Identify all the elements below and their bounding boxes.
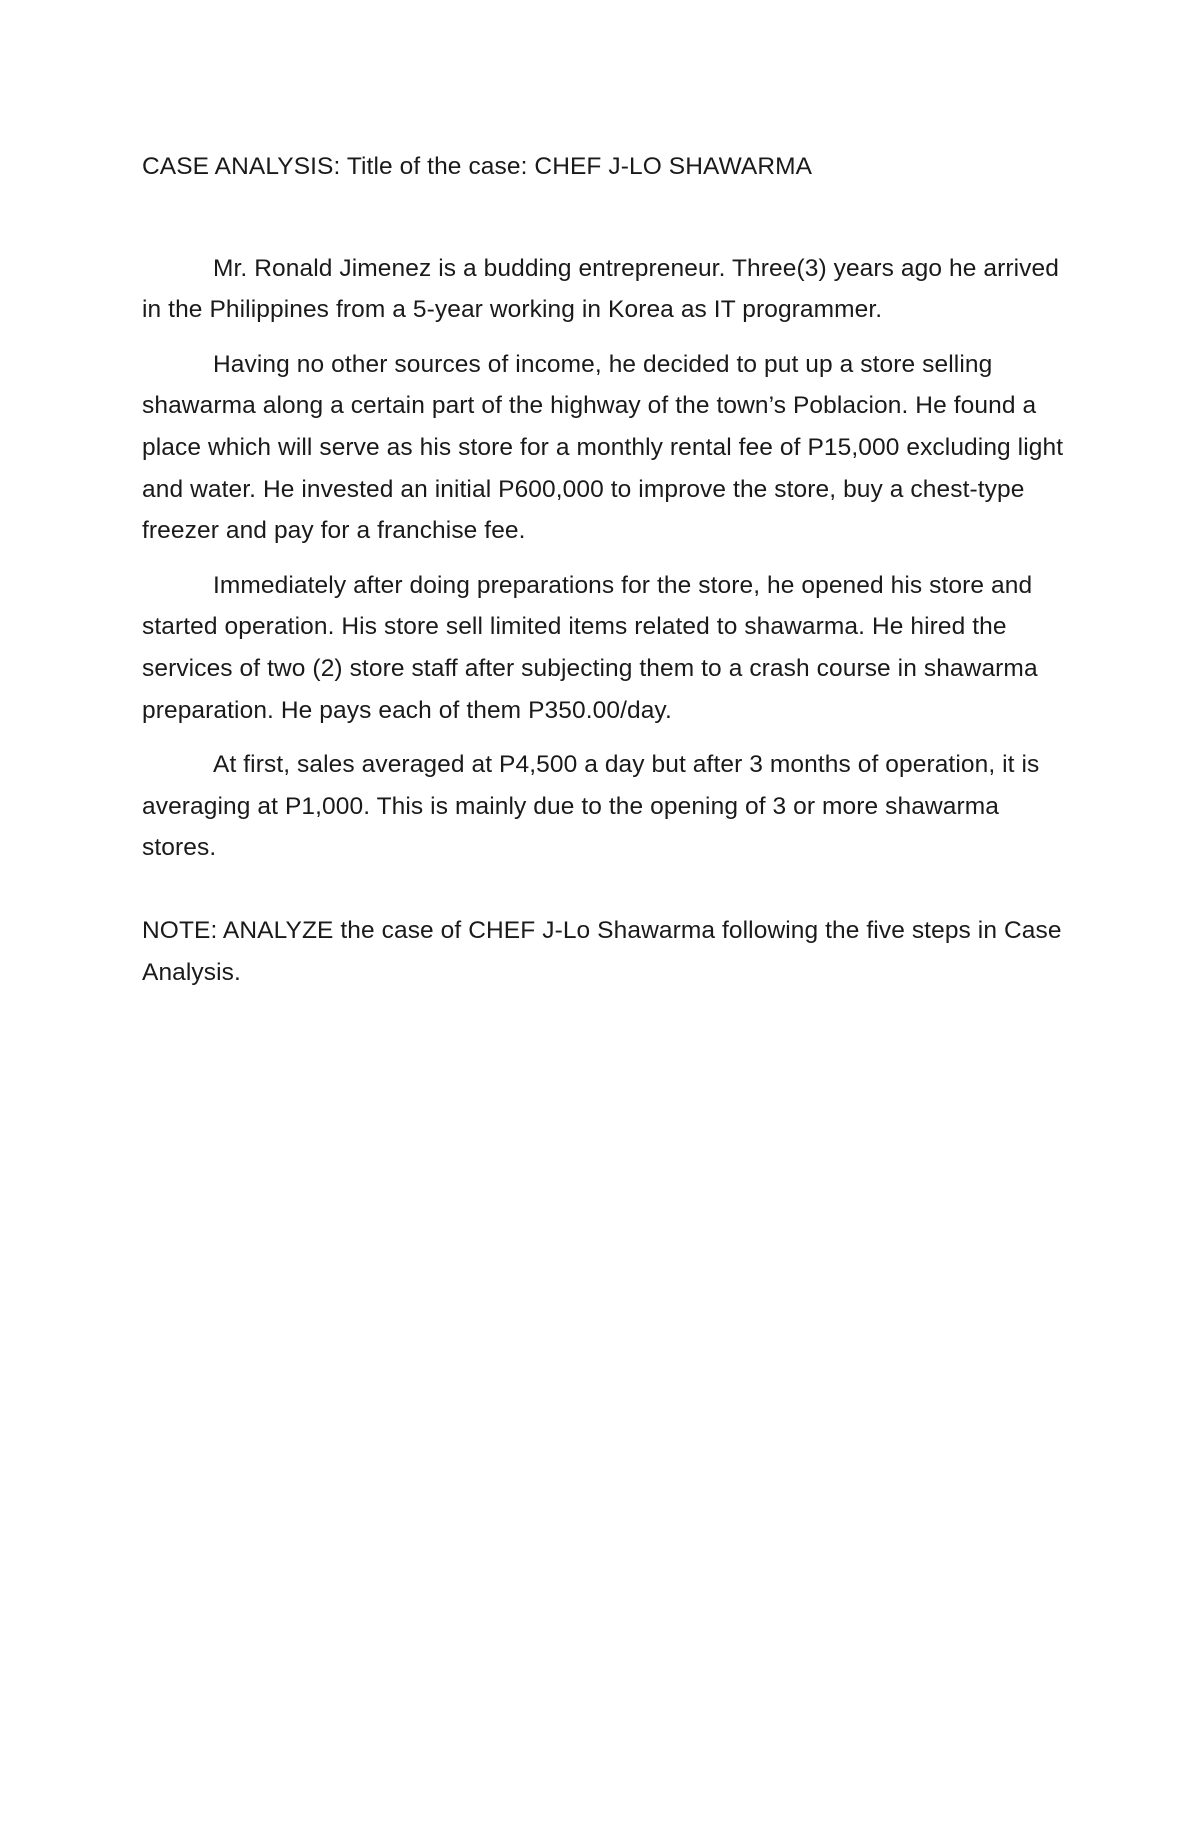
case-title: CASE ANALYSIS: Title of the case: CHEF J-LO SHAWARMA [142,153,813,180]
note-instruction: NOTE: ANALYZE the case of CHEF J-Lo Shawarma following the five steps in Case Analysis. [142,916,1062,986]
paragraph-sales: At first, sales averaged at P4,500 a day but after 3 months of operation, it is averaging at P1,000. This is mainly due to the opening of 3 or more shawarma stores. [142,751,1040,862]
paragraph-operation: Immediately after doing preparations for the store, he opened his store and started operation. His store sell limited items related to shawarma. He hired the services of two (2) store staff after subjecting them to a crash course in shawarma preparation. He pays each of them P350.00/day. [142,571,1038,724]
paragraph-background: Mr. Ronald Jimenez is a budding entrepreneur. Three(3) years ago he arrived in the Philippines from a 5-year working in Korea as IT programmer. [142,254,1059,324]
document-body [142,146,1067,993]
paragraph-store-setup: Having no other sources of income, he decided to put up a store selling shawarma along a certain part of the highway of the town’s Poblacion. He found a place which will serve as his store for a monthly rental fee of P15,000 excluding light and water. He invested an initial P600,000 to improve the store, buy a chest-type freezer and pay for a franchise fee. [142,350,1064,545]
